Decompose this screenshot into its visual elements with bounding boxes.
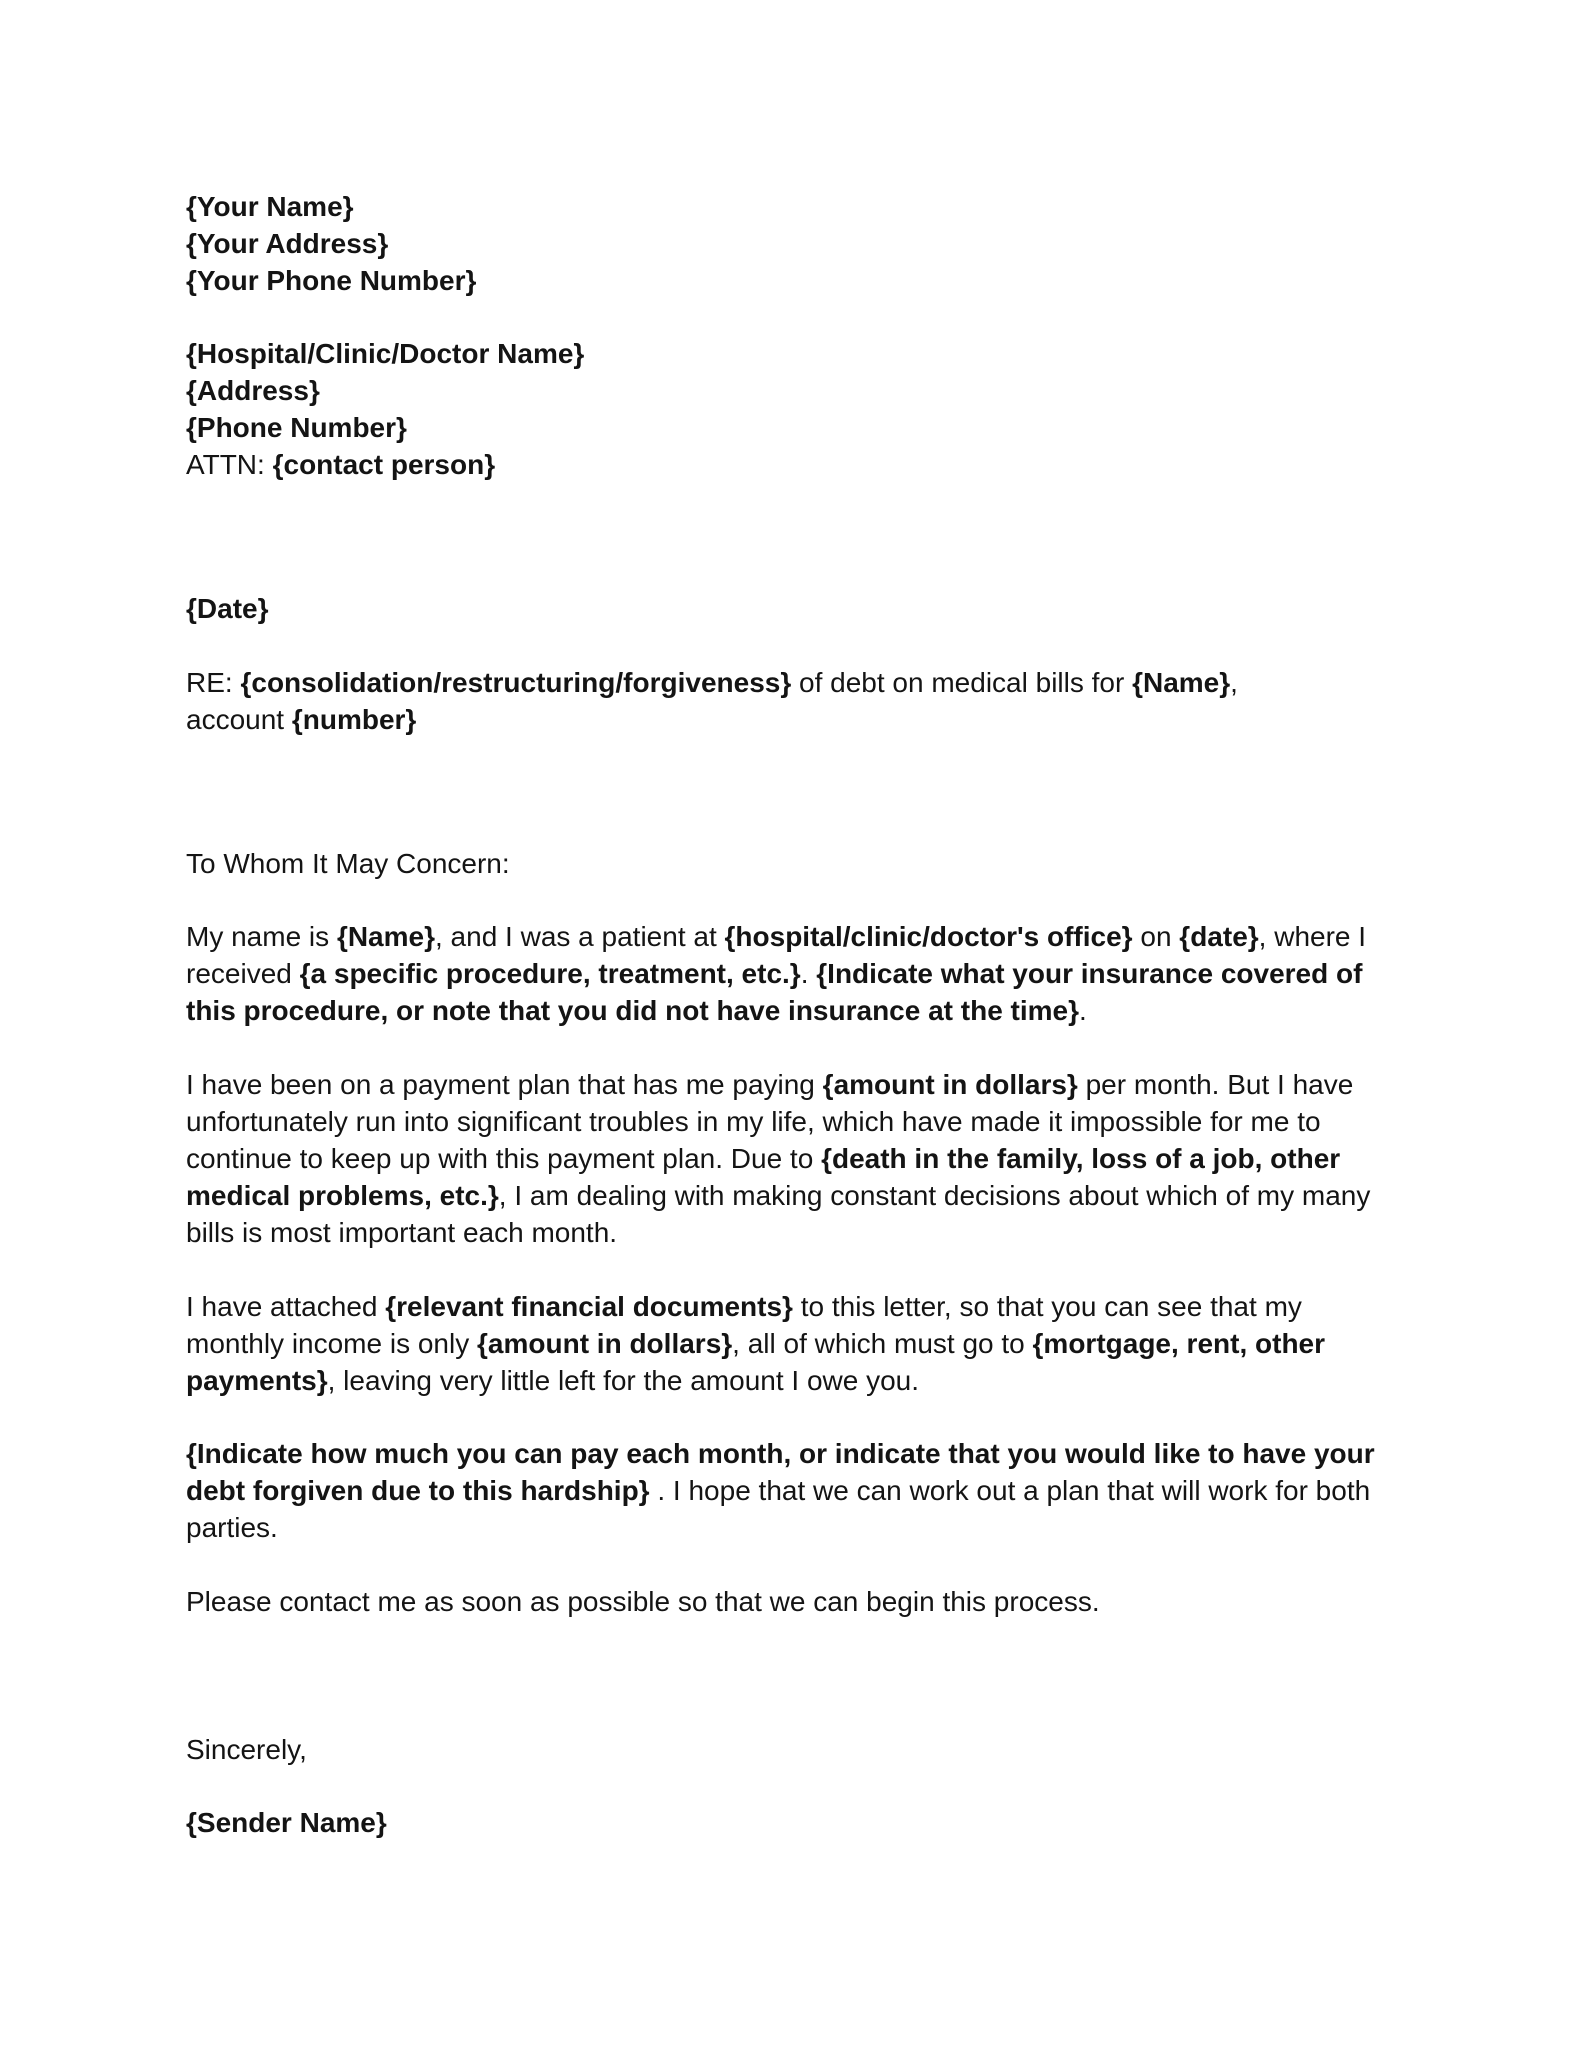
paragraph-5	[186, 1583, 1406, 1620]
attn-contact: {contact person}	[272, 449, 496, 480]
sender-name: {Your Name}	[186, 191, 354, 222]
recipient-address: {Address}	[186, 375, 320, 406]
signature-name: {Sender Name}	[186, 1807, 387, 1838]
sender-address: {Your Address}	[186, 228, 389, 259]
paragraph-1	[186, 918, 1406, 1029]
paragraph-2	[186, 1066, 1406, 1251]
p1-bold-date: {date}	[1179, 921, 1259, 952]
p3-text-2: to this letter, so that you can see that my monthly income is only	[186, 1291, 1302, 1359]
paragraph-3	[186, 1288, 1406, 1399]
sender-phone: {Your Phone Number}	[186, 265, 477, 296]
closing-text: Sincerely,	[186, 1734, 307, 1765]
attn-line	[186, 446, 1406, 483]
p2-bold-amount: {amount in dollars}	[822, 1069, 1078, 1100]
re-line	[186, 664, 1406, 738]
sender-block	[186, 188, 1406, 299]
re-line-2	[186, 701, 1406, 738]
paragraph-4	[186, 1435, 1406, 1546]
p3-bold-documents: {relevant financial documents}	[385, 1291, 793, 1322]
p4-bold-proposal: {Indicate how much you can pay each month, or indicate that you would like to have your debt forgiven due to this hardship}	[186, 1438, 1375, 1506]
re-name: {Name}	[1132, 667, 1231, 698]
letter-date: {Date}	[186, 593, 269, 624]
attn-label: ATTN:	[186, 449, 273, 480]
p3-bold-income: {amount in dollars}	[477, 1328, 733, 1359]
account-number: {number}	[291, 704, 417, 735]
p1-bold-insurance: {Indicate what your insurance covered of this procedure, or note that you did not have insurance at the time}	[186, 958, 1363, 1026]
p2-text-2: per month. But I have unfortunately run into significant troubles in my life, which have made it impossible for me to continue to keep up with this payment plan. Due to	[186, 1069, 1354, 1174]
p2-text-1: I have been on a payment plan that has me paying	[186, 1069, 823, 1100]
re-middle: of debt on medical bills for	[791, 667, 1133, 698]
recipient-phone: {Phone Number}	[186, 412, 407, 443]
p1-bold-name: {Name}	[336, 921, 435, 952]
p1-text-1: My name is	[186, 921, 337, 952]
p3-bold-payments: {mortgage, rent, other payments}	[186, 1328, 1326, 1396]
re-line-1	[186, 664, 1406, 701]
recipient-block	[186, 335, 1406, 483]
p3-text-3: , all of which must go to	[732, 1328, 1033, 1359]
closing	[186, 1731, 1406, 1768]
p1-text-5: .	[800, 958, 817, 989]
p1-text-3: on	[1132, 921, 1180, 952]
re-comma: ,	[1230, 667, 1238, 698]
date-block	[186, 590, 1406, 627]
re-type: {consolidation/restructuring/forgiveness}	[240, 667, 792, 698]
p2-bold-reason: {death in the family, loss of a job, other medical problems, etc.}	[186, 1143, 1341, 1211]
p1-text-2: , and I was a patient at	[435, 921, 725, 952]
p4-text-1: . I hope that we can work out a plan that will work for both parties.	[186, 1475, 1371, 1543]
p1-bold-facility: {hospital/clinic/doctor's office}	[724, 921, 1133, 952]
p3-text-1: I have attached	[186, 1291, 386, 1322]
signature	[186, 1804, 1406, 1841]
re-label: RE:	[186, 667, 241, 698]
salutation	[186, 845, 1406, 882]
salutation-text: To Whom It May Concern:	[186, 848, 510, 879]
p2-text-3: , I am dealing with making constant decisions about which of my many bills is most important each month.	[186, 1180, 1371, 1248]
recipient-name: {Hospital/Clinic/Doctor Name}	[186, 338, 585, 369]
p3-text-4: , leaving very little left for the amount I owe you.	[327, 1365, 920, 1396]
account-label: account	[186, 704, 292, 735]
p1-text-4: , where I received	[186, 921, 1367, 989]
p5-text: Please contact me as soon as possible so that we can begin this process.	[186, 1586, 1100, 1617]
p1-text-6: .	[1079, 995, 1087, 1026]
p1-bold-procedure: {a specific procedure, treatment, etc.}	[299, 958, 801, 989]
